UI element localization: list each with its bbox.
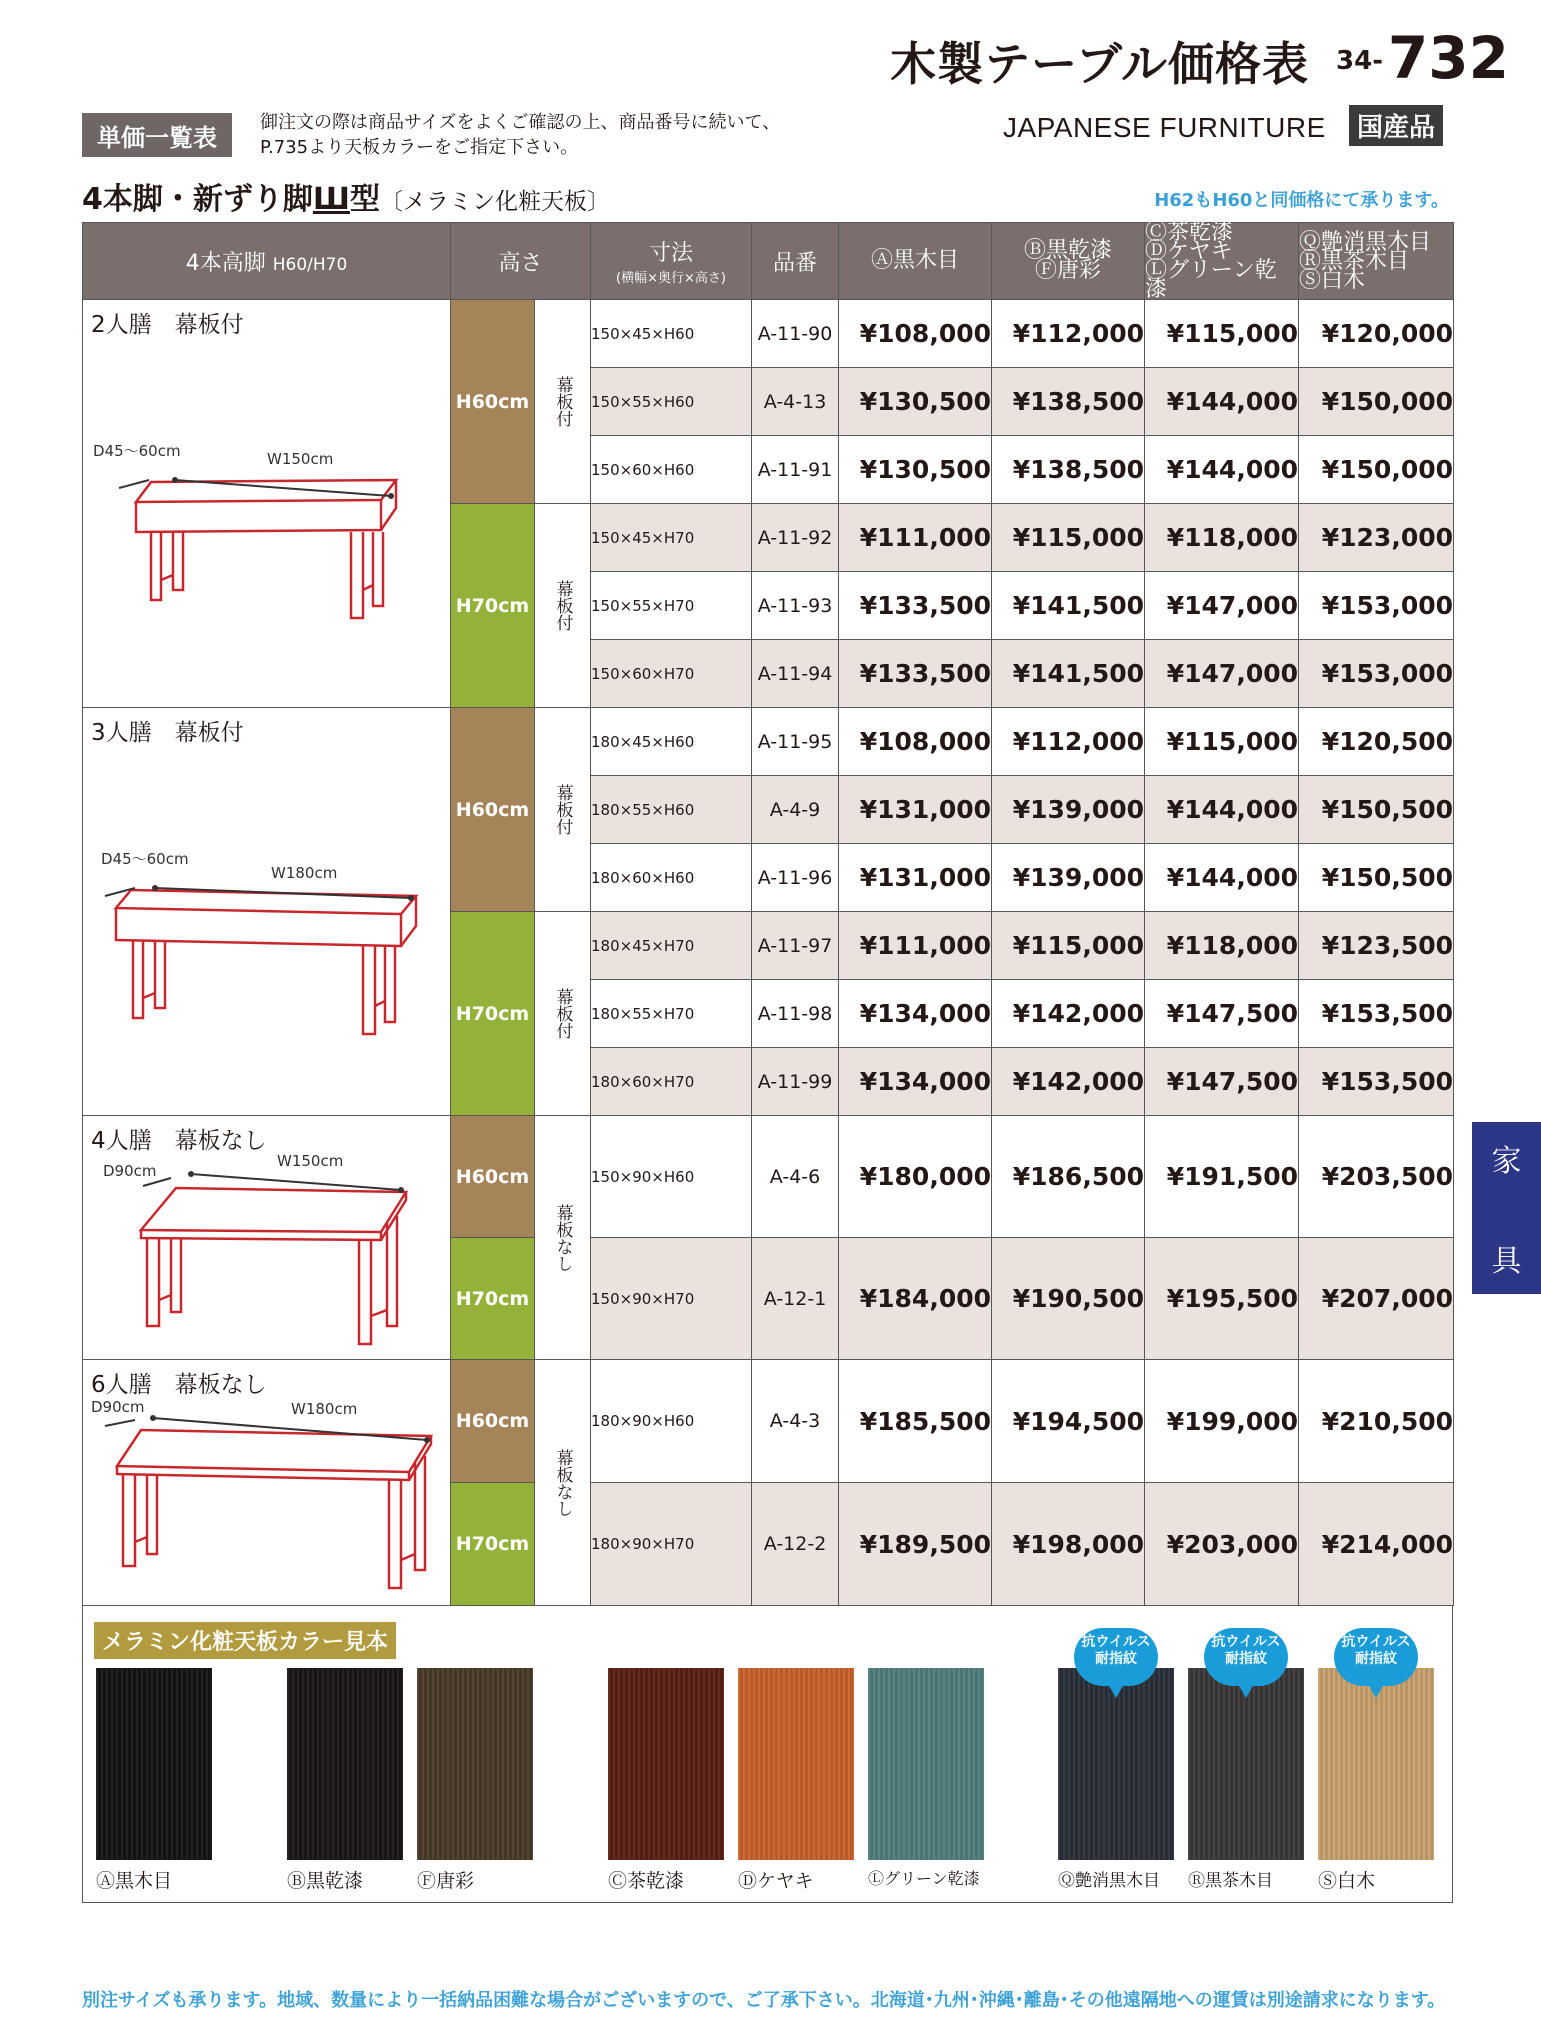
side-tab-bottom: 具 (1491, 1244, 1522, 1279)
apron-note: 幕板付 (535, 504, 591, 708)
price-q: ¥150,000 (1299, 368, 1454, 436)
price-table (82, 222, 1454, 1606)
price-b: ¥115,000 (992, 504, 1145, 572)
price-b: ¥194,500 (992, 1360, 1145, 1483)
page-title: 木製テーブル価格表 (890, 37, 1309, 91)
price-b: ¥115,000 (992, 912, 1145, 980)
size-cell: 180×90×H70 (591, 1483, 752, 1606)
swatch-l (868, 1668, 984, 1860)
table-illustration-icon (91, 1396, 441, 1596)
product-cell-4person (83, 1116, 451, 1360)
price-q: ¥120,500 (1299, 708, 1454, 776)
price-b: ¥139,000 (992, 844, 1145, 912)
price-b: ¥141,500 (992, 572, 1145, 640)
svg-text:W150cm: W150cm (267, 450, 334, 468)
footer-note: 別注サイズも承ります。地域、数量により一括納品困難な場合がございますので、ご了承下さい。北海道･九州･沖縄･離島･その他遠隔地への運賃は別途請求になります。 (82, 1990, 1446, 2011)
code-cell: A-11-97 (752, 912, 839, 980)
price-a: ¥134,000 (839, 980, 992, 1048)
price-c: ¥118,000 (1145, 912, 1299, 980)
col-q-header: Ⓠ艶消黒木目 Ⓡ黒茶木目 Ⓢ白木 (1299, 223, 1454, 300)
size-cell: 150×60×H60 (591, 436, 752, 504)
price-a: ¥189,500 (839, 1483, 992, 1606)
size-cell: 180×45×H60 (591, 708, 752, 776)
code-cell: A-11-92 (752, 504, 839, 572)
swatch-q-label: Ⓠ艶消黒木目 (1058, 1871, 1160, 1891)
height-h70: H70cm (451, 912, 535, 1116)
swatch-c (608, 1668, 724, 1860)
price-c: ¥144,000 (1145, 436, 1299, 504)
product-caption: 4人膳 幕板なし (91, 1128, 267, 1154)
swatch-c-label: Ⓒ茶乾漆 (608, 1870, 685, 1892)
price-c: ¥203,000 (1145, 1483, 1299, 1606)
svg-text:D90cm: D90cm (91, 1398, 145, 1416)
price-q: ¥153,000 (1299, 640, 1454, 708)
order-note (260, 110, 780, 160)
price-a: ¥108,000 (839, 708, 992, 776)
side-tab-top: 家 (1491, 1144, 1522, 1179)
size-cell: 180×60×H60 (591, 844, 752, 912)
product-cell-6person (83, 1360, 451, 1606)
size-cell: 150×90×H70 (591, 1238, 752, 1360)
height-h60: H60cm (451, 1360, 535, 1483)
col-code-header: 品番 (752, 223, 839, 300)
code-cell: A-4-13 (752, 368, 839, 436)
swatch-a (96, 1668, 212, 1860)
col-model-header: 4本高脚 H60/H70 (83, 223, 451, 300)
price-c: ¥191,500 (1145, 1116, 1299, 1238)
price-q: ¥210,500 (1299, 1360, 1454, 1483)
price-q: ¥150,500 (1299, 776, 1454, 844)
price-c: ¥195,500 (1145, 1238, 1299, 1360)
height-h70: H70cm (451, 1238, 535, 1360)
price-b: ¥112,000 (992, 708, 1145, 776)
price-q: ¥153,000 (1299, 572, 1454, 640)
table-illustration-icon (91, 848, 441, 1088)
price-q: ¥203,500 (1299, 1116, 1454, 1238)
domestic-badge: 国産品 (1349, 105, 1443, 146)
price-list-badge: 単価一覧表 (82, 113, 232, 157)
code-cell: A-11-96 (752, 844, 839, 912)
table-row (83, 300, 1454, 368)
table-row (83, 1116, 1454, 1238)
price-b: ¥139,000 (992, 776, 1145, 844)
price-c: ¥144,000 (1145, 844, 1299, 912)
swatch-f (417, 1668, 533, 1860)
table-row (83, 708, 1454, 776)
size-cell: 150×90×H60 (591, 1116, 752, 1238)
price-c: ¥147,500 (1145, 1048, 1299, 1116)
code-cell: A-12-1 (752, 1238, 839, 1360)
product-caption: 3人膳 幕板付 (91, 720, 244, 746)
code-cell: A-11-99 (752, 1048, 839, 1116)
price-b: ¥198,000 (992, 1483, 1145, 1606)
code-cell: A-11-95 (752, 708, 839, 776)
size-cell: 180×55×H60 (591, 776, 752, 844)
price-a: ¥111,000 (839, 912, 992, 980)
price-b: ¥138,500 (992, 436, 1145, 504)
table-illustration-icon (91, 440, 431, 680)
section-title-main: 4本脚・新ずり脚 (82, 182, 313, 217)
swatch-r-label: Ⓡ黒茶木目 (1188, 1871, 1273, 1891)
height-h70: H70cm (451, 504, 535, 708)
svg-text:W180cm: W180cm (291, 1400, 358, 1418)
apron-note: 幕板付 (535, 912, 591, 1116)
price-q: ¥150,000 (1299, 436, 1454, 504)
swatch-b-label: Ⓑ黒乾漆 (287, 1870, 364, 1892)
price-a: ¥133,500 (839, 572, 992, 640)
swatch-a-label: Ⓐ黒木目 (96, 1870, 173, 1892)
price-a: ¥130,500 (839, 368, 992, 436)
size-cell: 150×55×H60 (591, 368, 752, 436)
antiviral-badge: 抗ウイルス 耐指紋 (1334, 1628, 1418, 1686)
price-c: ¥147,500 (1145, 980, 1299, 1048)
code-cell: A-11-91 (752, 436, 839, 504)
svg-text:D45〜60cm: D45〜60cm (93, 442, 181, 460)
col-a-header: Ⓐ黒木目 (839, 223, 992, 300)
section-title-type: 型 (349, 182, 380, 217)
price-b: ¥141,500 (992, 640, 1145, 708)
product-cell-3person (83, 708, 451, 1116)
swatch-s-label: Ⓢ白木 (1318, 1870, 1376, 1892)
code-cell: A-11-94 (752, 640, 839, 708)
swatch-section-title: メラミン化粧天板カラー見本 (94, 1622, 396, 1659)
swatch-d-label: Ⓓケヤキ (738, 1870, 814, 1892)
size-cell: 180×60×H70 (591, 1048, 752, 1116)
subtitle-english: JAPANESE FURNITURE (1003, 112, 1326, 143)
price-q: ¥123,500 (1299, 912, 1454, 980)
price-q: ¥123,000 (1299, 504, 1454, 572)
code-cell: A-4-3 (752, 1360, 839, 1483)
price-c: ¥147,000 (1145, 640, 1299, 708)
col-c-header: Ⓒ茶乾漆 Ⓓケヤキ Ⓛグリーン乾漆 (1145, 223, 1299, 300)
price-b: ¥112,000 (992, 300, 1145, 368)
price-c: ¥144,000 (1145, 368, 1299, 436)
price-c: ¥144,000 (1145, 776, 1299, 844)
price-a: ¥184,000 (839, 1238, 992, 1360)
price-b: ¥186,500 (992, 1116, 1145, 1238)
col-height-header: 高さ (451, 223, 591, 300)
price-a: ¥134,000 (839, 1048, 992, 1116)
apron-note: 幕板付 (535, 708, 591, 912)
product-caption: 2人膳 幕板付 (91, 312, 244, 338)
price-q: ¥153,500 (1299, 1048, 1454, 1116)
price-q: ¥153,500 (1299, 980, 1454, 1048)
swatch-b (287, 1668, 403, 1860)
code-cell: A-4-6 (752, 1116, 839, 1238)
svg-text:D45〜60cm: D45〜60cm (101, 850, 189, 868)
section-title (82, 174, 610, 218)
price-q: ¥120,000 (1299, 300, 1454, 368)
code-cell: A-4-9 (752, 776, 839, 844)
svg-text:W180cm: W180cm (271, 864, 338, 882)
height-h60: H60cm (451, 300, 535, 504)
code-cell: A-11-93 (752, 572, 839, 640)
price-a: ¥131,000 (839, 776, 992, 844)
antiviral-badge: 抗ウイルス 耐指紋 (1074, 1628, 1158, 1686)
col-b-header: Ⓑ黒乾漆 Ⓕ唐彩 (992, 223, 1145, 300)
price-b: ¥142,000 (992, 1048, 1145, 1116)
swatch-d (738, 1668, 854, 1860)
col-size-header: 寸法 (横幅×奥行×高さ) (591, 223, 752, 300)
price-q: ¥150,500 (1299, 844, 1454, 912)
header-row (83, 223, 1454, 300)
code-cell: A-12-2 (752, 1483, 839, 1606)
price-a: ¥131,000 (839, 844, 992, 912)
size-cell: 180×45×H70 (591, 912, 752, 980)
size-cell: 150×60×H70 (591, 640, 752, 708)
code-cell: A-11-90 (752, 300, 839, 368)
price-b: ¥190,500 (992, 1238, 1145, 1360)
price-a: ¥133,500 (839, 640, 992, 708)
apron-note: 幕板なし (535, 1360, 591, 1606)
section-title-mark: Ш (312, 182, 350, 217)
price-a: ¥130,500 (839, 436, 992, 504)
height-h60: H60cm (451, 1116, 535, 1238)
height-h70: H70cm (451, 1483, 535, 1606)
price-c: ¥115,000 (1145, 708, 1299, 776)
price-b: ¥142,000 (992, 980, 1145, 1048)
price-q: ¥207,000 (1299, 1238, 1454, 1360)
product-cell-2person (83, 300, 451, 708)
height-h60: H60cm (451, 708, 535, 912)
price-b: ¥138,500 (992, 368, 1145, 436)
price-c: ¥115,000 (1145, 300, 1299, 368)
swatch-l-label: Ⓛグリーン乾漆 (868, 1869, 980, 1888)
size-cell: 180×55×H70 (591, 980, 752, 1048)
price-a: ¥111,000 (839, 504, 992, 572)
code-cell: A-11-98 (752, 980, 839, 1048)
product-caption: 6人膳 幕板なし (91, 1372, 267, 1398)
size-cell: 150×55×H70 (591, 572, 752, 640)
apron-note: 幕板付 (535, 300, 591, 504)
order-note-line1: 御注文の際は商品サイズをよくご確認の上、商品番号に続いて、 (260, 112, 781, 133)
height-note: H62もH60と同価格にて承ります。 (1154, 190, 1449, 211)
svg-text:D90cm: D90cm (103, 1162, 157, 1180)
price-c: ¥147,000 (1145, 572, 1299, 640)
table-row (83, 1360, 1454, 1483)
svg-text:W150cm: W150cm (277, 1152, 344, 1170)
page-number: 732 (1387, 24, 1509, 92)
category-side-tab (1472, 1122, 1541, 1294)
section-title-material: 〔メラミン化粧天板〕 (379, 189, 610, 215)
price-c: ¥118,000 (1145, 504, 1299, 572)
price-a: ¥108,000 (839, 300, 992, 368)
price-a: ¥185,500 (839, 1360, 992, 1483)
size-cell: 180×90×H60 (591, 1360, 752, 1483)
price-a: ¥180,000 (839, 1116, 992, 1238)
antiviral-badge: 抗ウイルス 耐指紋 (1204, 1628, 1288, 1686)
table-illustration-icon (91, 1150, 431, 1350)
apron-note: 幕板なし (535, 1116, 591, 1360)
price-q: ¥214,000 (1299, 1483, 1454, 1606)
swatch-f-label: Ⓕ唐彩 (417, 1870, 475, 1892)
page-number-prefix: 34- (1336, 46, 1383, 76)
order-note-line2: P.735より天板カラーをご指定下さい。 (260, 137, 579, 158)
price-c: ¥199,000 (1145, 1360, 1299, 1483)
size-cell: 150×45×H60 (591, 300, 752, 368)
size-cell: 150×45×H70 (591, 504, 752, 572)
